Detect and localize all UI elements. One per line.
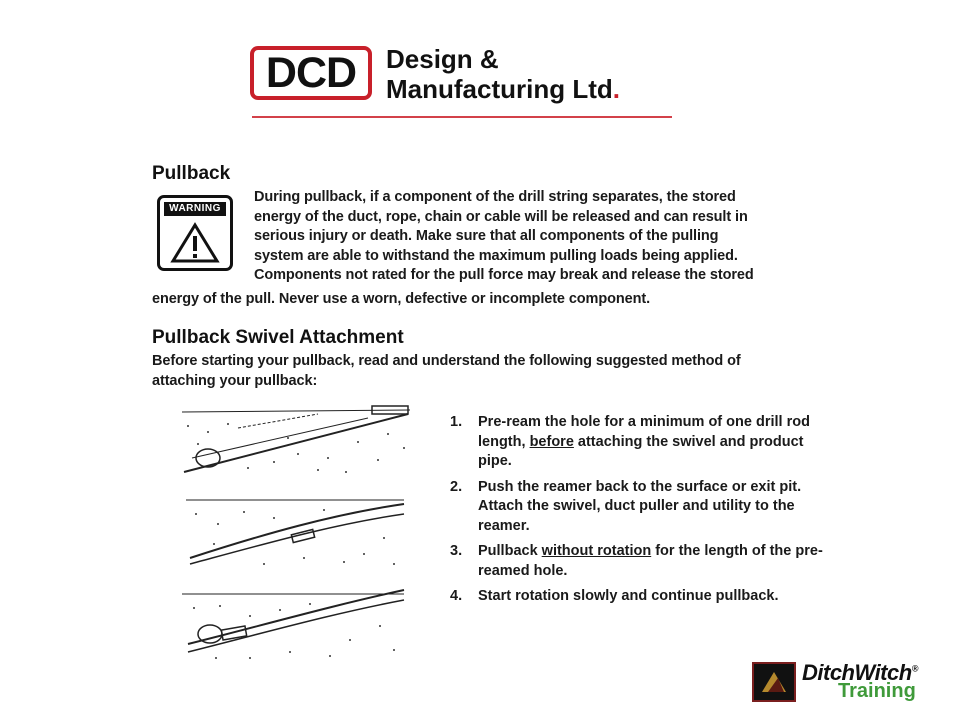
swivel-intro-line1: Before starting your pullback, read and understand the following suggested method of — [152, 353, 741, 369]
step-1: 1. Pre-ream the hole for a minimum of one drill rod length, before attaching the swivel and product pipe. — [450, 414, 810, 469]
pullback-line-1: During pullback, if a component of the drill string separates, the stored — [254, 189, 736, 205]
pullback-line-6: energy of the pull. Never use a worn, defective or incomplete component. — [152, 291, 650, 307]
warning-label: WARNING — [164, 202, 226, 216]
sketch-pullback-no-rotation — [180, 586, 406, 664]
pullback-line-3: serious injury or death. Make sure that all components of the pulling — [254, 228, 719, 244]
step-2: 2. Push the reamer back to the surface or exit pit. Attach the swivel, duct puller and utility to the reamer. — [450, 478, 802, 534]
swivel-heading: Pullback Swivel Attachment — [152, 327, 404, 348]
pullback-line-2: energy of the duct, rope, chain or cable will be released and can result in — [254, 208, 748, 225]
swivel-intro — [152, 352, 872, 391]
pullback-emphasis-1: can result in — [663, 208, 748, 225]
dcd-logo-abbr: DCD — [265, 48, 357, 97]
dcd-company-name — [386, 44, 620, 104]
sketch-push-reamer — [184, 494, 406, 570]
step-1-number: 1. — [450, 414, 463, 430]
company-name-line2: Manufacturing Ltd — [386, 74, 613, 104]
company-name-line1: Design & — [386, 44, 499, 74]
pullback-line-5: Components not rated for the pull force may break and release the stored — [254, 267, 754, 283]
step-4: 4. Start rotation slowly and continue pullback. — [446, 587, 836, 607]
header-divider — [252, 116, 672, 118]
step-4-number: 4. — [450, 588, 463, 604]
step-3-emphasis: without rotation — [541, 543, 652, 559]
pullback-paragraph — [254, 188, 834, 286]
step-1-emphasis: before — [529, 433, 574, 450]
pullback-line-4: system are able to withstand the maximum pulling loads being applied. — [254, 247, 738, 264]
step-2-number: 2. — [450, 478, 463, 495]
swivel-steps — [446, 413, 836, 613]
pullback-heading: Pullback — [152, 163, 231, 184]
ditchwitch-emblem-icon — [752, 662, 796, 702]
ditchwitch-training-logo — [752, 662, 948, 704]
warning-triangle-icon — [170, 222, 220, 264]
warning-badge — [157, 195, 233, 271]
pullback-emphasis-2: serious injury or death — [254, 228, 409, 244]
ditchwitch-subtitle: Training — [838, 680, 916, 702]
dcd-logo-box — [250, 46, 372, 100]
swivel-intro-line2: attaching your pullback: — [152, 372, 318, 389]
company-name-period: . — [612, 74, 620, 104]
ditchwitch-title: DitchWitch® — [802, 660, 918, 685]
sketch-pre-ream — [178, 398, 412, 480]
step-3-number: 3. — [450, 543, 463, 559]
step-3: 3. Pullback without rotation for the length of the pre-reamed hole. — [450, 543, 823, 579]
